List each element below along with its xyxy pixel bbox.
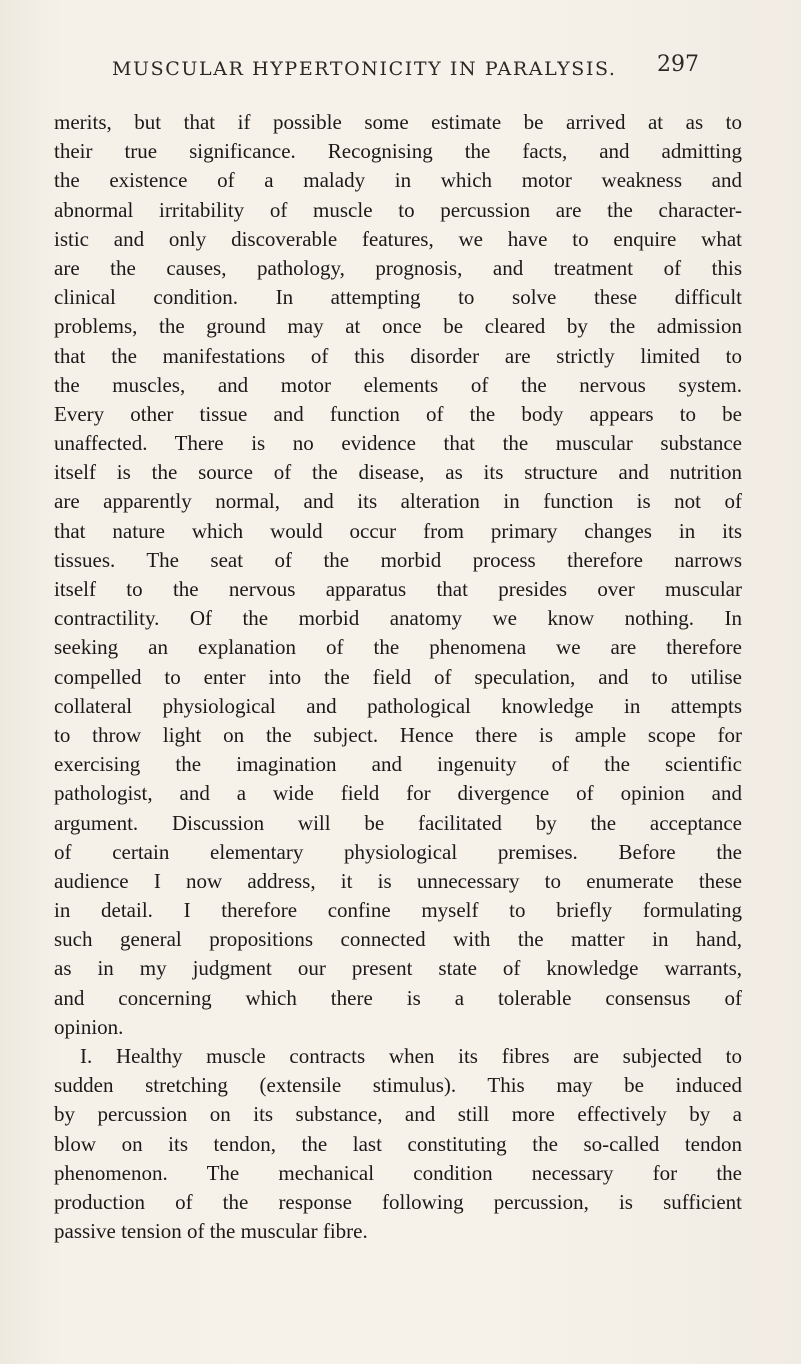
text-line: compelled to enter into the field of speculation, and to utilise [54,664,742,689]
text-line: and concerning which there is a tolerable consensus of [54,985,742,1010]
text-line: itself is the source of the disease, as its structure and nutrition [54,460,742,485]
text-line: merits, but that if possible some estimate be arrived at as to [54,110,742,134]
text-line: blow on its tendon, the last constituting the so-called tendon [54,1131,742,1156]
text-line: seeking an explanation of the phenomena we are therefore [54,635,742,660]
text-line: to throw light on the subject. Hence there is ample scope for [54,722,742,747]
text-line: clinical condition. In attempting to solve these difficult [54,285,742,310]
text-line: exercising the imagination and ingenuity of the scientific [54,752,742,777]
text-line: I. Healthy muscle contracts when its fibres are subjected to [80,1044,742,1068]
text-line: unaffected. There is no evidence that the muscular substance [54,431,742,456]
text-line: that the manifestations of this disorder are strictly limited to [54,343,742,368]
text-line: their true significance. Recognising the facts, and admitting [54,139,742,164]
text-line: audience I now address, it is unnecessary to enumerate these [54,868,742,893]
text-line: tissues. The seat of the morbid process therefore narrows [54,547,742,572]
text-line: pathologist, and a wide field for divergence of opinion and [54,781,742,806]
text-line: are the causes, pathology, prognosis, and treatment of this [54,255,742,280]
text-line: opinion. [54,1014,124,1039]
text-line: collateral physiological and pathological knowledge in attempts [54,693,742,718]
text-line: itself to the nervous apparatus that presides over muscular [54,577,742,601]
running-title: MUSCULAR HYPERTONICITY IN PARALYSIS. [112,58,617,80]
text-line: abnormal irritability of muscle to percussion are the character- [54,197,742,222]
body-text [54,108,742,1246]
text-line: Every other tissue and function of the body appears to be [54,401,742,426]
text-line: that nature which would occur from primary changes in its [54,518,742,543]
page-number: 297 [657,52,699,77]
text-line: argument. Discussion will be facilitated by the acceptance [54,810,742,835]
text-line: by percussion on its substance, and still more effectively by a [54,1102,742,1127]
text-line: istic and only discoverable features, we have to enquire what [54,226,742,251]
text-line: as in my judgment our present state of knowledge warrants, [54,956,742,981]
text-line: passive tension of the muscular fibre. [54,1219,368,1244]
text-line: such general propositions connected with the matter in hand, [54,927,742,952]
text-line: sudden stretching (extensile stimulus). This may be induced [54,1073,742,1098]
text-line: the muscles, and motor elements of the nervous system. [54,372,742,397]
text-line: the existence of a malady in which motor weakness and [54,168,742,193]
text-line: problems, the ground may at once be cleared by the admission [54,314,742,339]
running-head [112,52,712,88]
text-line: of certain elementary physiological premises. Before the [54,839,742,864]
text-line: production of the response following percussion, is sufficient [54,1189,742,1214]
text-line: are apparently normal, and its alteration in function is not of [54,489,742,514]
text-line: phenomenon. The mechanical condition necessary for the [54,1160,742,1185]
text-line: contractility. Of the morbid anatomy we know nothing. In [54,606,742,631]
text-line: in detail. I therefore confine myself to briefly formulating [54,898,742,923]
